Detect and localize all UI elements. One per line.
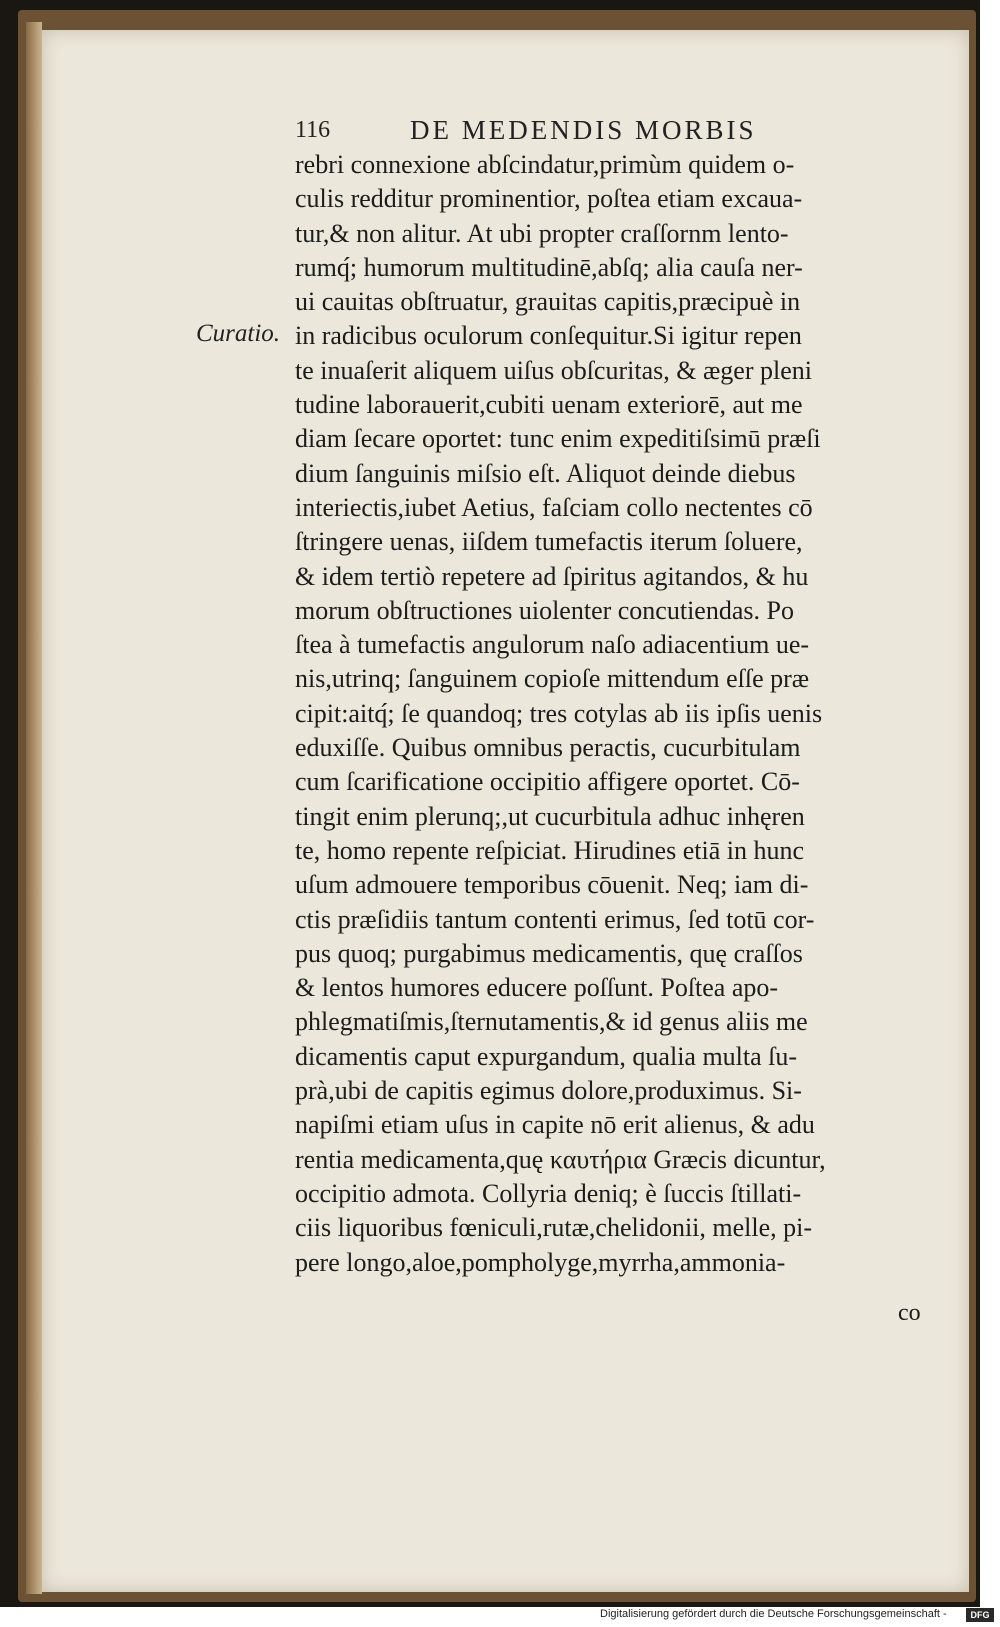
body-text (295, 148, 935, 1280)
text-line: morum obſtructiones uiolenter concutiendas. Po (295, 595, 794, 625)
text-line: te inuaſerit aliquem uiſus obſcuritas, & æger pleni (295, 355, 812, 385)
text-line: pus quoq; purgabimus medicamentis, quę craſſos (295, 938, 803, 968)
footer-credit: Digitalisierung gefördert durch die Deutsche Forschungsgemeinschaft - (600, 1608, 947, 1620)
text-line: cum ſcarificatione occipitio affigere oportet. Cō- (295, 767, 800, 797)
text-line: eduxiſſe. Quibus omnibus peractis, cucurbitulam (295, 733, 801, 763)
text-line: ciis liquoribus fœniculi,rutæ,chelidonii, melle, pi- (295, 1213, 813, 1243)
text-line: in radicibus oculorum conſequitur.Si igitur repen (295, 321, 802, 351)
text-line: & lentos humores educere poſſunt. Poſtea apo- (295, 973, 779, 1003)
text-line: & idem tertiò repetere ad ſpiritus agitandos, & hu (295, 561, 809, 591)
text-line: tingit enim plerunq;,ut cucurbitula adhuc inhęren (295, 801, 805, 831)
text-line: ſtea à tumefactis angulorum naſo adiacentium ue- (295, 630, 810, 660)
text-line: tur,& non alitur. At ubi propter craſſornm lento- (295, 218, 789, 248)
text-line: rebri connexione abſcindatur,primùm quidem o- (295, 150, 795, 179)
catchword: co (898, 1300, 921, 1326)
text-line: prà,ubi de capitis egimus dolore,produximus. Si- (295, 1076, 802, 1106)
text-line: te, homo repente reſpiciat. Hirudines etiā in hunc (295, 835, 804, 865)
running-title: DE MEDENDIS MORBIS (410, 115, 757, 145)
page-number: 116 (295, 117, 331, 143)
page-edge (26, 22, 42, 1594)
text-line: rumq́; humorum multitudinē,abſq; alia cauſa ner- (295, 252, 803, 282)
text-line: tudine laborauerit,cubiti uenam exteriorē, aut me (295, 390, 803, 420)
text-line: ſtringere uenas, iiſdem tumefactis iterum ſoluere, (295, 527, 803, 557)
text-line: dium ſanguinis miſsio eſt. Aliquot deinde diebus (295, 458, 796, 488)
text-line: rentia medicamenta,quę καυτήρια Græcis dicuntur, (295, 1144, 826, 1174)
text-line: interiectis,iubet Aetius, faſciam collo nectentes cō (295, 492, 813, 522)
text-line: phlegmatiſmis,ſternutamentis,& id genus aliis me (295, 1007, 808, 1037)
margin-note: Curatio. (196, 320, 281, 347)
page-header (295, 115, 855, 149)
text-line: occipitio admota. Collyria deniq; è ſuccis ſtillati- (295, 1178, 802, 1208)
text-line: diam ſecare oportet: tunc enim expeditiſsimū præſi (295, 424, 821, 454)
text-line: uſum admouere temporibus cōuenit. Neq; iam di- (295, 870, 809, 900)
text-line: cipit:aitq́; ſe quandoq; tres cotylas ab iis ipſis uenis (295, 698, 823, 728)
text-line: dicamentis caput expurgandum, qualia multa ſu- (295, 1041, 798, 1071)
text-line: napiſmi etiam uſus in capite nō erit alienus, & adu (295, 1110, 815, 1140)
text-line: culis redditur prominentior, poſtea etiam excaua- (295, 184, 803, 214)
dfg-logo: DFG (966, 1608, 994, 1622)
text-line: pere longo,aloe,pompholyge,myrrha,ammonia- (295, 1247, 786, 1277)
text-line: ui cauitas obſtruatur, grauitas capitis,præcipuè in (295, 287, 801, 317)
text-line: nis,utrinq; ſanguinem copioſe mittendum eſſe præ (295, 664, 810, 694)
text-line: ctis præſidiis tantum contenti erimus, ſed totū cor- (295, 904, 815, 934)
